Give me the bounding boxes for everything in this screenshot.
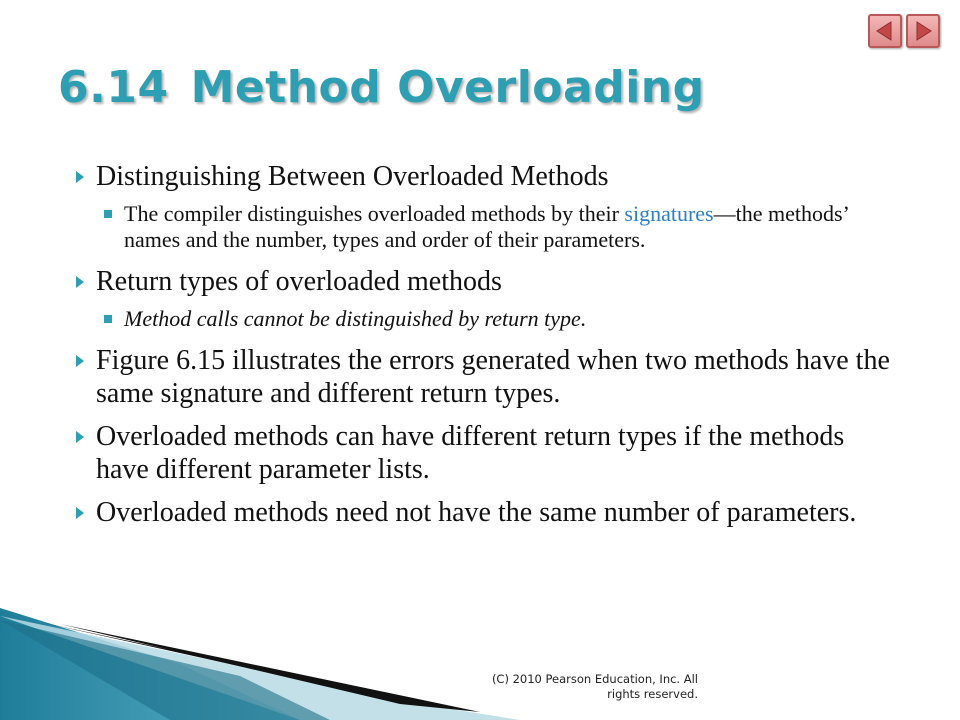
bullet-item [76, 265, 896, 298]
section-number: 6.14 [58, 62, 169, 113]
bullet-text: Overloaded methods can have different return types if the methods have different parameter lists. [96, 421, 845, 485]
triangle-right-icon [912, 20, 934, 42]
title-text: Method Overloading [190, 62, 705, 113]
bullet-text: Return types of overloaded methods [96, 266, 502, 297]
copyright-footer [458, 672, 698, 702]
arrow-bullet-icon [76, 355, 84, 367]
signatures-term: signatures [624, 201, 714, 226]
arrow-bullet-icon [76, 171, 84, 183]
copyright-line-1: (C) 2010 Pearson Education, Inc. All [491, 672, 698, 686]
triangle-left-icon [874, 20, 896, 42]
sub-bullet-item [76, 306, 896, 332]
bullet-text: Figure 6.15 illustrates the errors generated when two methods have the same signature and different return types. [96, 345, 890, 409]
bullet-item [76, 496, 896, 529]
bullet-item [76, 420, 896, 486]
sub-bullet-text-cont: —the methods’ names and the number, types and order of their parameters. [124, 201, 849, 252]
square-bullet-icon [104, 210, 112, 218]
arrow-bullet-icon [76, 507, 84, 519]
slide-title [58, 62, 705, 113]
bullet-item [76, 160, 896, 193]
sub-bullet-item [76, 201, 896, 253]
arrow-bullet-icon [76, 431, 84, 443]
bullet-list [76, 160, 896, 539]
previous-slide-button[interactable] [868, 14, 902, 48]
sub-bullet-text: The compiler distinguishes overloaded methods by their [124, 201, 625, 226]
square-bullet-icon [104, 315, 112, 323]
bullet-item [76, 344, 896, 410]
copyright-line-2: rights reserved. [607, 687, 698, 701]
sub-bullet-text: Method calls cannot be distinguished by return type. [124, 306, 587, 331]
slide-navigation [868, 14, 940, 48]
next-slide-button[interactable] [906, 14, 940, 48]
bullet-text: Distinguishing Between Overloaded Methods [96, 161, 609, 192]
arrow-bullet-icon [76, 276, 84, 288]
bullet-text: Overloaded methods need not have the same number of parameters. [96, 497, 857, 528]
